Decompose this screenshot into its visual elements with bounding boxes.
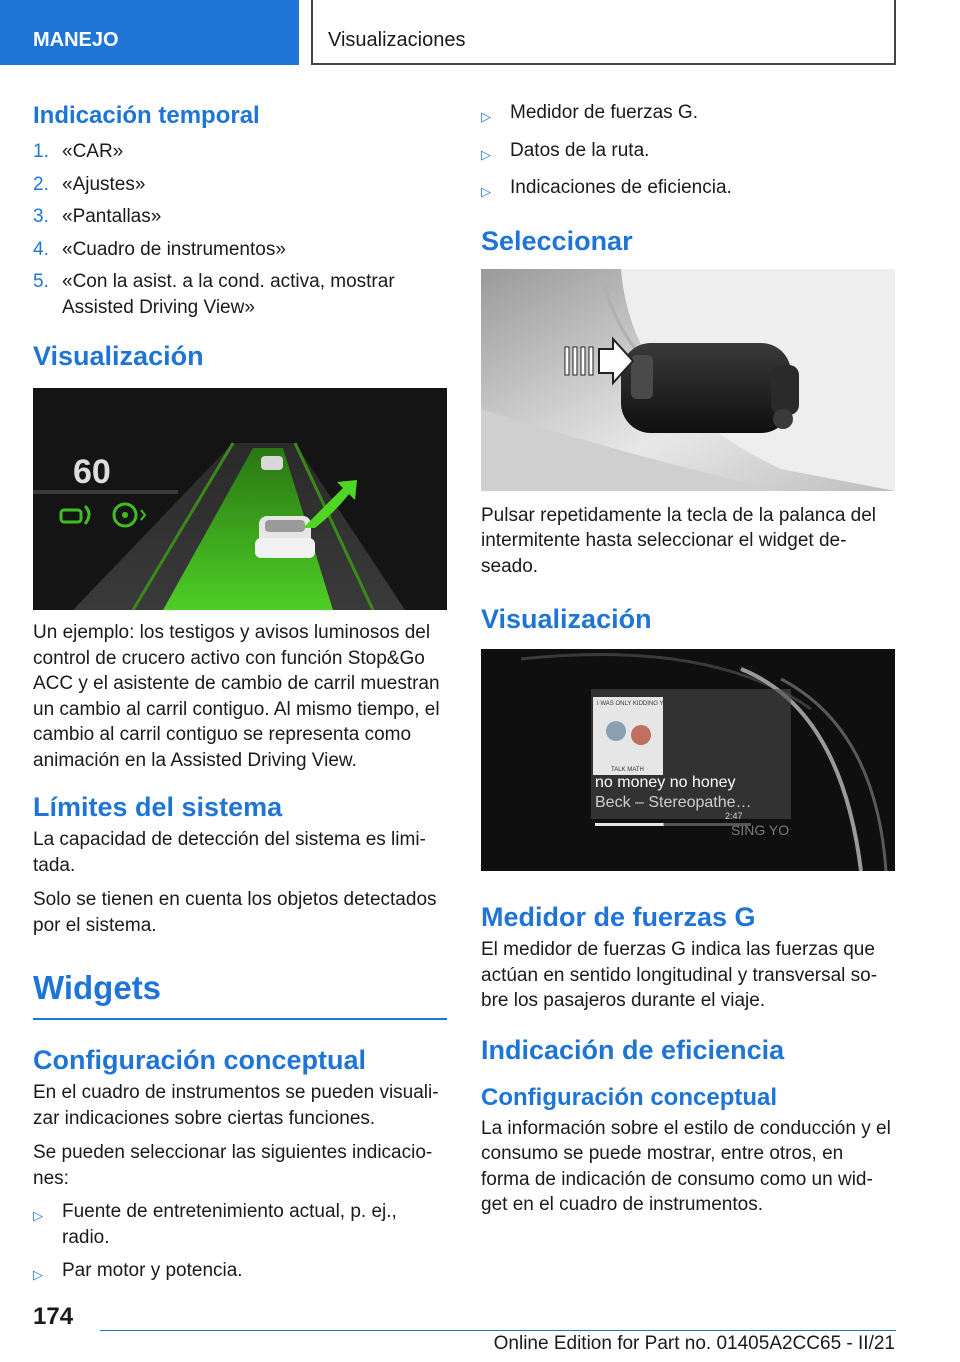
- heading-limites: Límites del sistema: [33, 792, 283, 822]
- list-item: [33, 1258, 447, 1288]
- steering-wheel-icon: [114, 504, 136, 526]
- step-item: [33, 269, 447, 320]
- paragraph-config-1: En el cuadro de instrumentos se pueden visuali- zar indicaciones sobre ciertas funciones.: [33, 1082, 439, 1129]
- step-text: «Pantallas»: [62, 206, 162, 227]
- song-artist: Beck – Stereopathe…: [595, 794, 752, 811]
- list-item-text: Medidor de fuerzas G.: [510, 102, 698, 123]
- footer-rule: [100, 1330, 896, 1331]
- acc-icon: [61, 506, 89, 524]
- list-item: [481, 138, 895, 168]
- indications-list-right: [481, 100, 895, 205]
- heading-configuracion: Configuración conceptual: [33, 1045, 367, 1075]
- entertainment-widget-image: [481, 649, 895, 871]
- triangle-bullet-icon: ▷: [481, 109, 491, 124]
- song-time: 2:47: [725, 811, 743, 821]
- steps-list: [33, 139, 447, 320]
- chapter-tab: MANEJO: [0, 0, 299, 65]
- assisted-driving-view-image: [33, 388, 447, 610]
- heading-configuracion-right: Configuración conceptual: [481, 1083, 778, 1111]
- song-title: no money no honey: [595, 774, 736, 791]
- speed-readout: 60: [73, 453, 111, 491]
- heading-widgets: Widgets: [33, 969, 162, 1006]
- heading-visualizacion-right: Visualización: [481, 604, 652, 634]
- car-icon: [255, 516, 315, 558]
- triangle-bullet-icon: ▷: [481, 184, 491, 199]
- indications-list-left: [33, 1199, 447, 1288]
- step-item: [33, 172, 447, 198]
- heading-visualizacion: Visualización: [33, 341, 204, 371]
- step-item: [33, 237, 447, 263]
- paragraph-config-2: Se pueden seleccionar las siguientes indicacio- nes:: [33, 1142, 433, 1189]
- paragraph-medidor: El medidor de fuerzas G indica las fuerzas que actúan en sentido longitudinal y transversal so- bre los pasajeros durante el viaje.: [481, 939, 878, 1011]
- step-number: 5.: [33, 271, 49, 292]
- step-text: «CAR»: [62, 141, 124, 162]
- album-art: [593, 697, 663, 775]
- paragraph-limites-2: Solo se tienen en cuenta los objetos detectados por el sistema.: [33, 889, 437, 936]
- section-title: Visualizaciones: [311, 0, 896, 65]
- right-column: [481, 100, 895, 1218]
- album-small-text: TALK MATH: [611, 767, 644, 773]
- list-item-text: Par motor y potencia.: [62, 1260, 243, 1281]
- list-item: [33, 1199, 447, 1250]
- list-item-text: Indicaciones de eficiencia.: [510, 177, 732, 198]
- paragraph-ejemplo: Un ejemplo: los testigos y avisos luminosos del control de crucero activo con función Stop&Go ACC y el asistente de cambio de carril muestran un cambio al carril contiguo. Al mismo tiempo, el cambio al carril contiguo se representa como animación en la Assisted Driving View.: [33, 622, 440, 771]
- step-text: «Cuadro de instrumentos»: [62, 238, 286, 260]
- list-item: [481, 175, 895, 205]
- paragraph-limites-1: La capacidad de detección del sistema es limi- tada.: [33, 829, 426, 876]
- step-number: 4.: [33, 238, 49, 260]
- list-item-text: Fuente de entretenimiento actual, p. ej., radio.: [62, 1201, 397, 1248]
- step-text: «Con la asist. a la cond. activa, mostrar Assisted Driving View»: [62, 271, 395, 318]
- edition-note: Online Edition for Part no. 01405A2CC65 - II/21: [493, 1333, 895, 1354]
- step-number: 2.: [33, 173, 49, 195]
- heading-seleccionar: Seleccionar: [481, 225, 633, 256]
- heading-indicacion-eficiencia: Indicación de eficiencia: [481, 1034, 785, 1065]
- progress-fill: [595, 823, 664, 826]
- triangle-bullet-icon: ▷: [33, 1267, 43, 1282]
- paragraph-seleccionar: Pulsar repetidamente la tecla de la palanca del intermitente hasta seleccionar el widget de- seado.: [481, 504, 877, 577]
- step-item: [33, 139, 447, 165]
- page-number: 174: [33, 1303, 74, 1330]
- step-number: 3.: [33, 206, 49, 227]
- step-text: «Ajustes»: [62, 173, 146, 195]
- widgets-rule: [33, 1018, 447, 1020]
- triangle-bullet-icon: ▷: [33, 1208, 43, 1223]
- turn-signal-lever-image: [481, 269, 895, 491]
- triangle-bullet-icon: ▷: [481, 146, 491, 162]
- paragraph-config-right: La información sobre el estilo de conducción y el consumo se puede mostrar, entre otros, en forma de indicación de consumo como un wid- get en el cuadro de instrumentos.: [481, 1117, 891, 1215]
- step-item: [33, 204, 447, 230]
- list-item-text: Datos de la ruta.: [510, 139, 650, 161]
- album-caption: I WAS ONLY KIDDING YOU: [597, 701, 673, 707]
- svg-text:SING YO: SING YO: [731, 822, 790, 838]
- heading-medidor: Medidor de fuerzas G: [481, 902, 756, 932]
- list-item: [481, 100, 895, 130]
- step-number: 1.: [33, 141, 49, 162]
- heading-indicacion-temporal: Indicación temporal: [33, 102, 260, 129]
- left-column: [33, 100, 447, 1288]
